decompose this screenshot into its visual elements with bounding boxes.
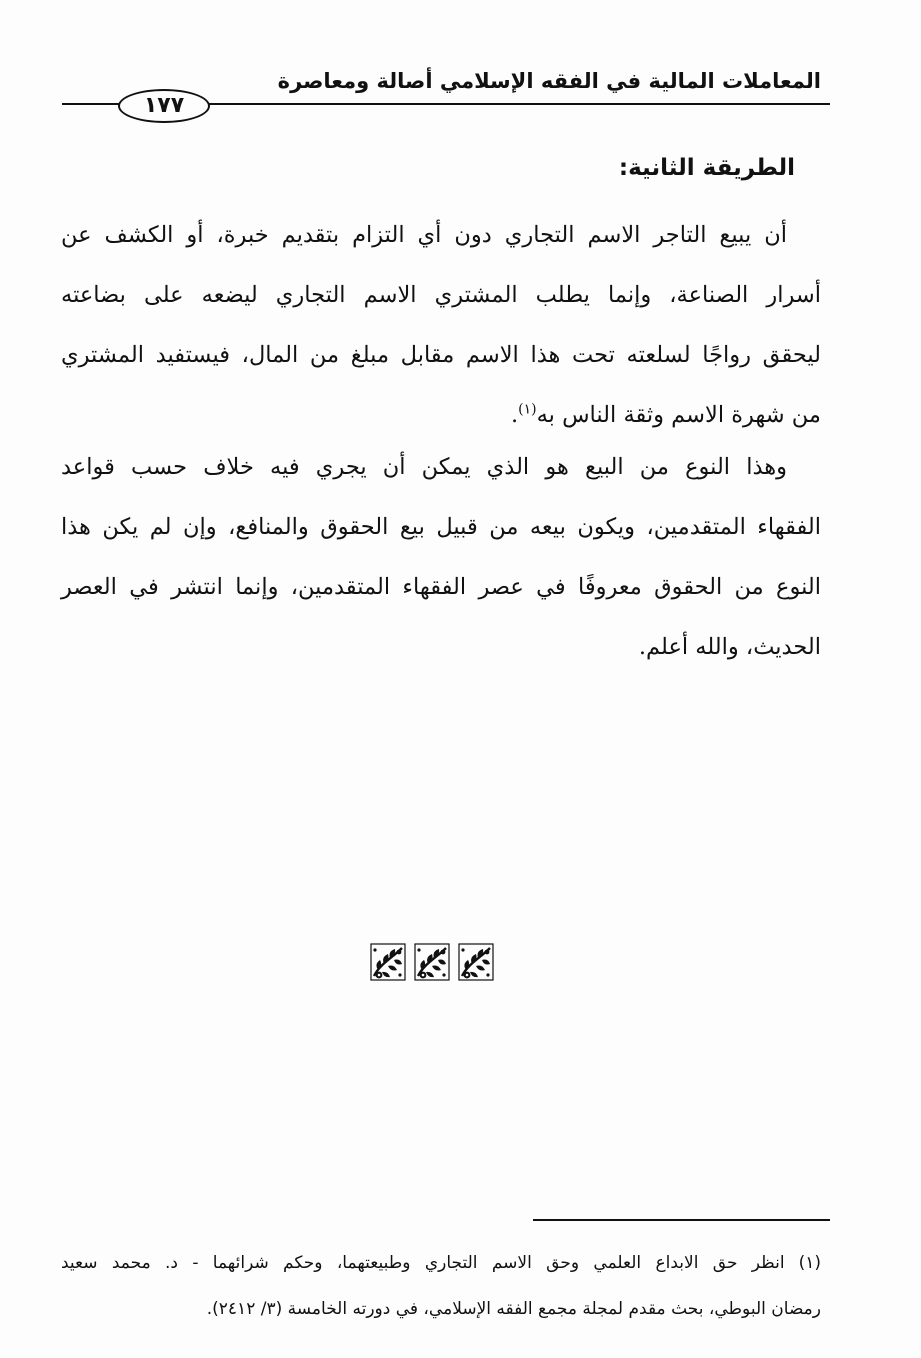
paragraph-line: ليحقق رواجًا لسلعته تحت هذا الاسم مقابل مبلغ من المال، فيستفيد المشتري: [61, 342, 821, 368]
footnote-marker: (١): [798, 1253, 821, 1273]
paragraph-line: النوع من الحقوق معروفًا في عصر الفقهاء المتقدمين، وإنما انتشر في العصر: [61, 574, 821, 600]
section-heading: الطريقة الثانية:: [618, 155, 795, 181]
footnote-rule: [533, 1219, 830, 1221]
paragraph-line: أن يبيع التاجر الاسم التجاري دون أي التزام بتقديم خبرة، أو الكشف عن: [61, 222, 787, 248]
paragraph-1: [61, 205, 821, 445]
running-title: المعاملات المالية في الفقه الإسلامي أصالة ومعاصرة: [277, 69, 821, 93]
page-number: ١٧٧: [118, 89, 210, 123]
footnote-1: [61, 1240, 821, 1332]
sentence-end: .: [510, 402, 519, 428]
footnote-reference[interactable]: (١): [518, 401, 537, 418]
ornament-unit: [371, 944, 405, 980]
footnote-line: [61, 1240, 821, 1286]
floral-ornament-icon: [368, 942, 496, 982]
footnote-line: رمضان البوطي، بحث مقدم لمجلة مجمع الفقه الإسلامي، في دورته الخامسة (٣/ ٢٤١٢).: [206, 1299, 821, 1319]
paragraph-2: [61, 437, 821, 677]
paragraph-line: [61, 385, 821, 445]
paragraph-line: الفقهاء المتقدمين، ويكون بيعه من قبيل بيع الحقوق والمنافع، وإن لم يكن هذا: [61, 514, 821, 540]
footnote-text: انظر حق الابداع العلمي وحق الاسم التجاري وطبيعتهما، وحكم شرائهما - د. محمد سعيد: [61, 1253, 785, 1273]
paragraph-line: الحديث، والله أعلم.: [638, 634, 821, 660]
ornament-unit: [459, 944, 493, 980]
paragraph-line-text: من شهرة الاسم وثقة الناس به: [536, 402, 821, 428]
paragraph-line: وهذا النوع من البيع هو الذي يمكن أن يجري فيه خلاف حسب قواعد: [61, 454, 787, 480]
paragraph-line: أسرار الصناعة، وإنما يطلب المشتري الاسم التجاري ليضعه على بضاعته: [61, 282, 821, 308]
ornament-unit: [415, 944, 449, 980]
